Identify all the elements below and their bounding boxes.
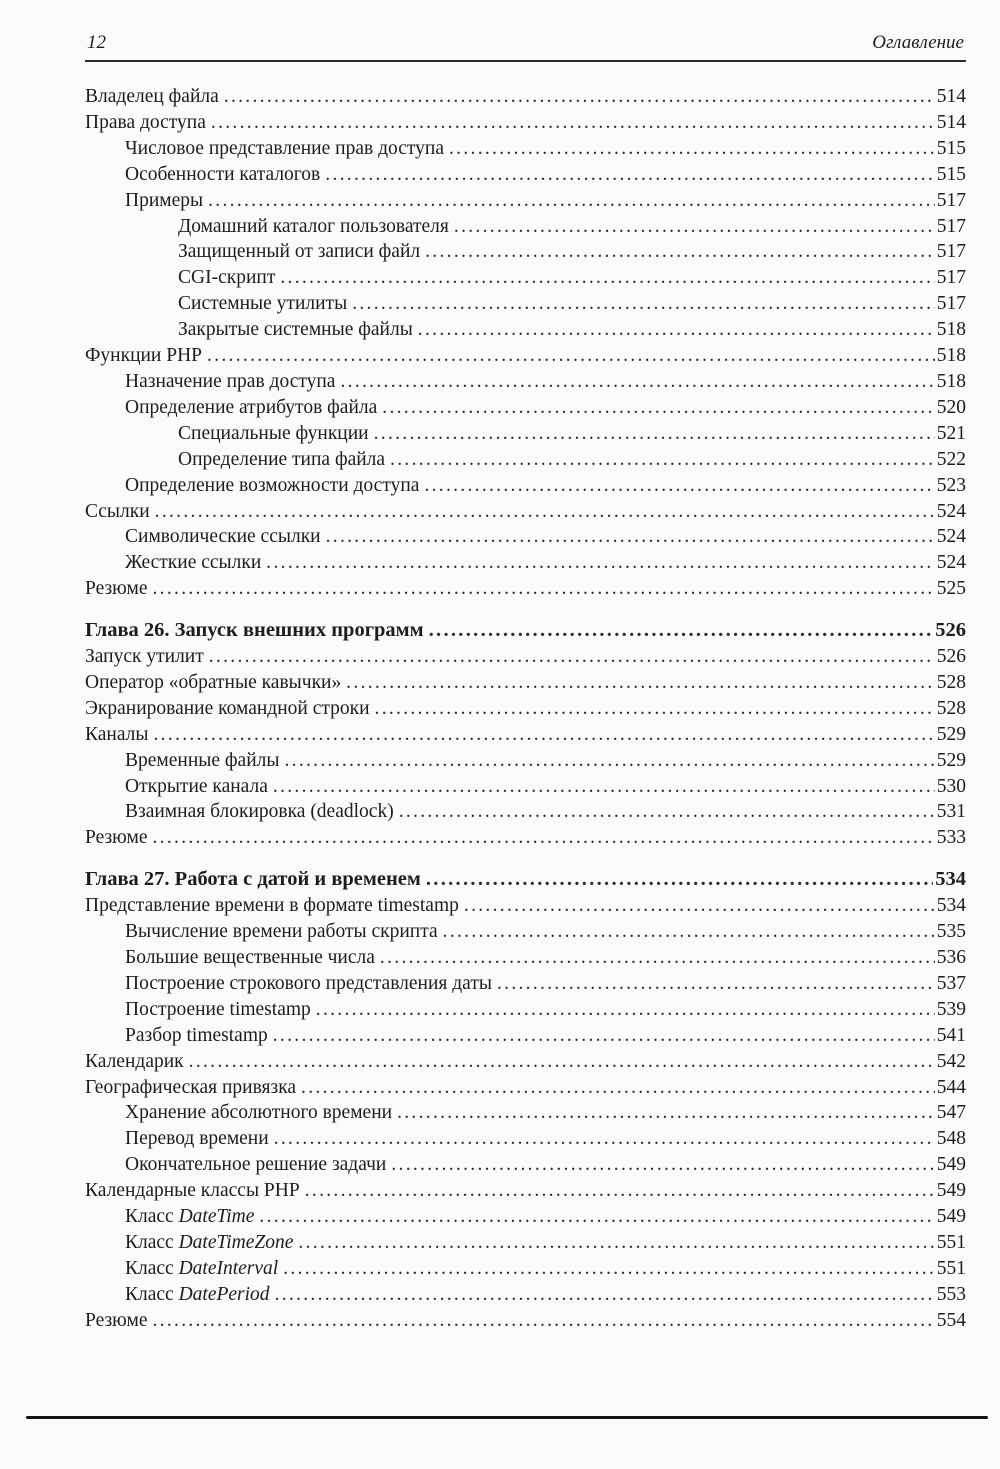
toc-entry-title: Вычисление времени работы скрипта [125,921,438,943]
toc-entry [85,473,966,499]
scan-artifact-line [26,1416,988,1419]
toc-entry [85,971,966,997]
toc-entry [85,447,966,473]
toc-entry-title: Защищенный от записи файл [178,241,421,263]
dot-leader [425,239,935,265]
toc-entry-page-number: 524 [936,526,966,548]
toc-entry [85,84,966,110]
toc-entry-page-number: 517 [936,189,966,211]
dot-leader [340,369,934,395]
dot-leader [153,1308,935,1334]
toc-entry-title: Класс DateTimeZone [125,1231,294,1253]
toc-entry-page-number: 514 [936,111,966,133]
header-rule [85,60,966,62]
toc-entry-page-number: 518 [936,319,966,341]
toc-entry-page-number: 549 [936,1180,966,1202]
toc-entry-page-number: 518 [936,345,966,367]
toc-entry [85,799,966,825]
toc-entry-page-number: 520 [936,396,966,418]
toc-entry [85,1204,966,1230]
toc-entry [85,239,966,265]
dot-leader [224,84,935,110]
toc-entry-page-number: 537 [936,972,966,994]
toc-entry-title: Особенности каталогов [125,163,321,185]
dot-leader [273,774,935,800]
dot-leader [273,1023,935,1049]
toc-entry-title: Определение атрибутов файла [125,396,378,418]
toc-entry-title: Класс DateTime [125,1206,255,1228]
toc-entry-title: Права доступа [85,111,206,133]
dot-leader [283,1256,935,1282]
toc-entry [85,576,966,602]
dot-leader [454,214,935,240]
dot-leader [346,670,935,696]
toc-entry-page-number: 534 [936,895,966,917]
toc-entry-title: Представление времени в формате timestamp [85,895,459,917]
toc-entry [85,499,966,525]
toc-entry [85,162,966,188]
toc-entry-title: Построение строкового представления даты [125,972,492,994]
dot-leader [429,618,934,644]
toc-entry-title: Резюме [85,827,148,849]
toc-entry-title: Календарные классы PHP [85,1180,300,1202]
toc-entry-page-number: 526 [936,646,966,668]
running-head-title: Оглавление [872,32,964,53]
page [85,32,966,1334]
toc-entry-page-number: 528 [936,697,966,719]
toc-entry-page-number: 515 [936,163,966,185]
dot-leader [274,1126,935,1152]
toc-entry-title: Символические ссылки [125,526,321,548]
toc-entry [85,421,966,447]
running-head [85,32,966,54]
dot-leader [209,644,935,670]
toc-entry [85,1049,966,1075]
toc-entry-title: Владелец файла [85,86,219,107]
toc-entry-page-number: 549 [936,1206,966,1228]
toc-entry-page-number: 529 [936,749,966,771]
toc-entry [85,136,966,162]
toc-entry-title: Определение типа файла [178,448,386,470]
toc-entry [85,1126,966,1152]
toc-entry-page-number: 514 [936,86,966,107]
toc-chapter-entry [85,618,966,644]
toc-entry [85,1308,966,1334]
dot-leader [352,291,935,317]
toc-entry-page-number: 531 [936,801,966,823]
dot-leader [208,188,935,214]
dot-leader [390,447,935,473]
toc-entry [85,1230,966,1256]
toc-entry-title: Ссылки [85,500,150,522]
toc-entry-title: Резюме [85,578,148,600]
toc-entry-page-number: 536 [936,947,966,968]
dot-leader [426,867,933,893]
toc-entry [85,722,966,748]
toc-entry [85,395,966,421]
toc-entry [85,110,966,136]
toc-entry-title: Запуск утилит [85,646,204,668]
toc-entry-title: Глава 26. Запуск внешних программ [85,619,424,642]
toc-entry-title: Резюме [85,1309,148,1331]
toc-entry [85,893,966,919]
toc-entry-page-number: 523 [936,474,966,496]
toc-entry [85,1075,966,1101]
toc-entry [85,1178,966,1204]
toc-entry-title: Закрытые системные файлы [178,319,413,341]
toc-entry-page-number: 530 [936,775,966,797]
toc-entry-title: Перевод времени [125,1128,269,1150]
dot-leader [325,162,934,188]
toc-entry [85,188,966,214]
dot-leader [284,748,934,774]
toc-entry [85,825,966,851]
toc-entry-title: Оператор «обратные кавычки» [85,671,342,693]
toc-entry-title: Домашний каталог пользователя [178,215,449,237]
toc-entry [85,369,966,395]
dot-leader [275,1282,935,1308]
dot-leader [316,997,935,1023]
toc-entry [85,214,966,240]
toc-entry [85,774,966,800]
toc-entry [85,524,966,550]
toc-entry [85,748,966,774]
toc-entry-page-number: 517 [936,267,966,289]
toc-entry-title: Числовое представление прав доступа [125,137,444,159]
dot-leader [397,1100,935,1126]
toc-entry-page-number: 544 [936,1076,966,1098]
dot-leader [155,499,935,525]
dot-leader [153,576,935,602]
toc-entry-page-number: 524 [936,500,966,522]
dot-leader [449,136,935,162]
toc-entry-title: Определение возможности доступа [125,474,420,496]
toc-entry-page-number: 548 [936,1128,966,1150]
dot-leader [211,110,935,136]
toc-entry-title: Функции PHP [85,345,203,367]
toc-entry [85,317,966,343]
toc-entry [85,997,966,1023]
toc-entry [85,945,966,971]
toc-entry-page-number: 553 [936,1283,966,1305]
dot-leader [280,265,934,291]
dot-leader [391,1152,934,1178]
toc-entry-page-number: 549 [936,1154,966,1176]
toc-entry-page-number: 524 [936,552,966,574]
toc-entry [85,265,966,291]
toc-entry-title: Построение timestamp [125,998,311,1020]
dot-leader [153,825,935,851]
toc-entry-title: CGI-скрипт [178,267,276,289]
toc-entry-page-number: 539 [936,998,966,1020]
toc-chapter-entry [85,867,966,893]
dot-leader [207,343,935,369]
toc-entry-page-number: 551 [936,1231,966,1253]
toc-entry-title: Класс DateInterval [125,1257,279,1279]
toc-entry-title: Хранение абсолютного времени [125,1102,393,1124]
toc-entry-page-number: 533 [936,827,966,849]
toc-entry-title: Разбор timestamp [125,1024,268,1046]
toc-entry-title: Класс DatePeriod [125,1283,270,1305]
dot-leader [301,1075,935,1101]
dot-leader [382,395,934,421]
toc-entry [85,919,966,945]
dot-leader [375,696,935,722]
toc-entry-title: Специальные функции [178,422,369,444]
toc-entry-title: Окончательное решение задачи [125,1154,387,1176]
toc-entry [85,1023,966,1049]
toc-entry-title: Взаимная блокировка (deadlock) [125,801,394,823]
dot-leader [259,1204,934,1230]
toc-entry [85,670,966,696]
dot-leader [443,919,935,945]
toc-entry-title: Географическая привязка [85,1076,297,1098]
toc-entry [85,1100,966,1126]
dot-leader [298,1230,934,1256]
toc-entry-page-number: 551 [936,1257,966,1279]
toc-entry [85,1256,966,1282]
toc-entry-title: Каналы [85,723,149,745]
toc-entry-page-number: 521 [936,422,966,444]
toc-entry-page-number: 525 [936,578,966,600]
toc-entry-title: Жесткие ссылки [125,552,262,574]
toc-entry [85,550,966,576]
dot-leader [305,1178,935,1204]
toc-entry-page-number: 541 [936,1024,966,1046]
toc-entry-page-number: 528 [936,671,966,693]
toc-entry-page-number: 522 [936,448,966,470]
dot-leader [266,550,934,576]
dot-leader [418,317,935,343]
dot-leader [380,945,935,971]
toc-list [85,84,966,1334]
toc-entry-page-number: 554 [936,1309,966,1331]
toc-entry-page-number: 517 [936,241,966,263]
toc-entry [85,644,966,670]
toc-entry-title: Системные утилиты [178,293,348,315]
toc-entry-page-number: 547 [936,1102,966,1124]
toc-entry-page-number: 517 [936,215,966,237]
dot-leader [189,1049,935,1075]
toc-entry-page-number: 518 [936,370,966,392]
toc-entry-title: Большие вещественные числа [125,947,375,968]
toc-entry-page-number: 515 [936,137,966,159]
dot-leader [424,473,934,499]
toc-entry-page-number: 542 [936,1050,966,1072]
toc-entry [85,291,966,317]
toc-entry-page-number: 526 [935,619,966,642]
toc-entry-page-number: 535 [936,921,966,943]
toc-entry-page-number: 517 [936,293,966,315]
toc-entry [85,343,966,369]
page-number: 12 [87,32,106,53]
dot-leader [326,524,935,550]
toc-entry-title: Примеры [125,189,204,211]
dot-leader [464,893,935,919]
toc-entry [85,696,966,722]
toc-entry-page-number: 529 [936,723,966,745]
dot-leader [154,722,935,748]
toc-entry [85,1152,966,1178]
dot-leader [399,799,935,825]
toc-entry-title: Открытие канала [125,775,268,797]
dot-leader [497,971,935,997]
toc-entry-title: Глава 27. Работа с датой и временем [85,868,421,891]
toc-entry-page-number: 534 [935,868,966,891]
toc-entry-title: Календарик [85,1050,184,1072]
toc-entry [85,1282,966,1308]
toc-entry-title: Экранирование командной строки [85,697,370,719]
toc-entry-title: Временные файлы [125,749,280,771]
dot-leader [374,421,935,447]
toc-entry-title: Назначение прав доступа [125,370,336,392]
